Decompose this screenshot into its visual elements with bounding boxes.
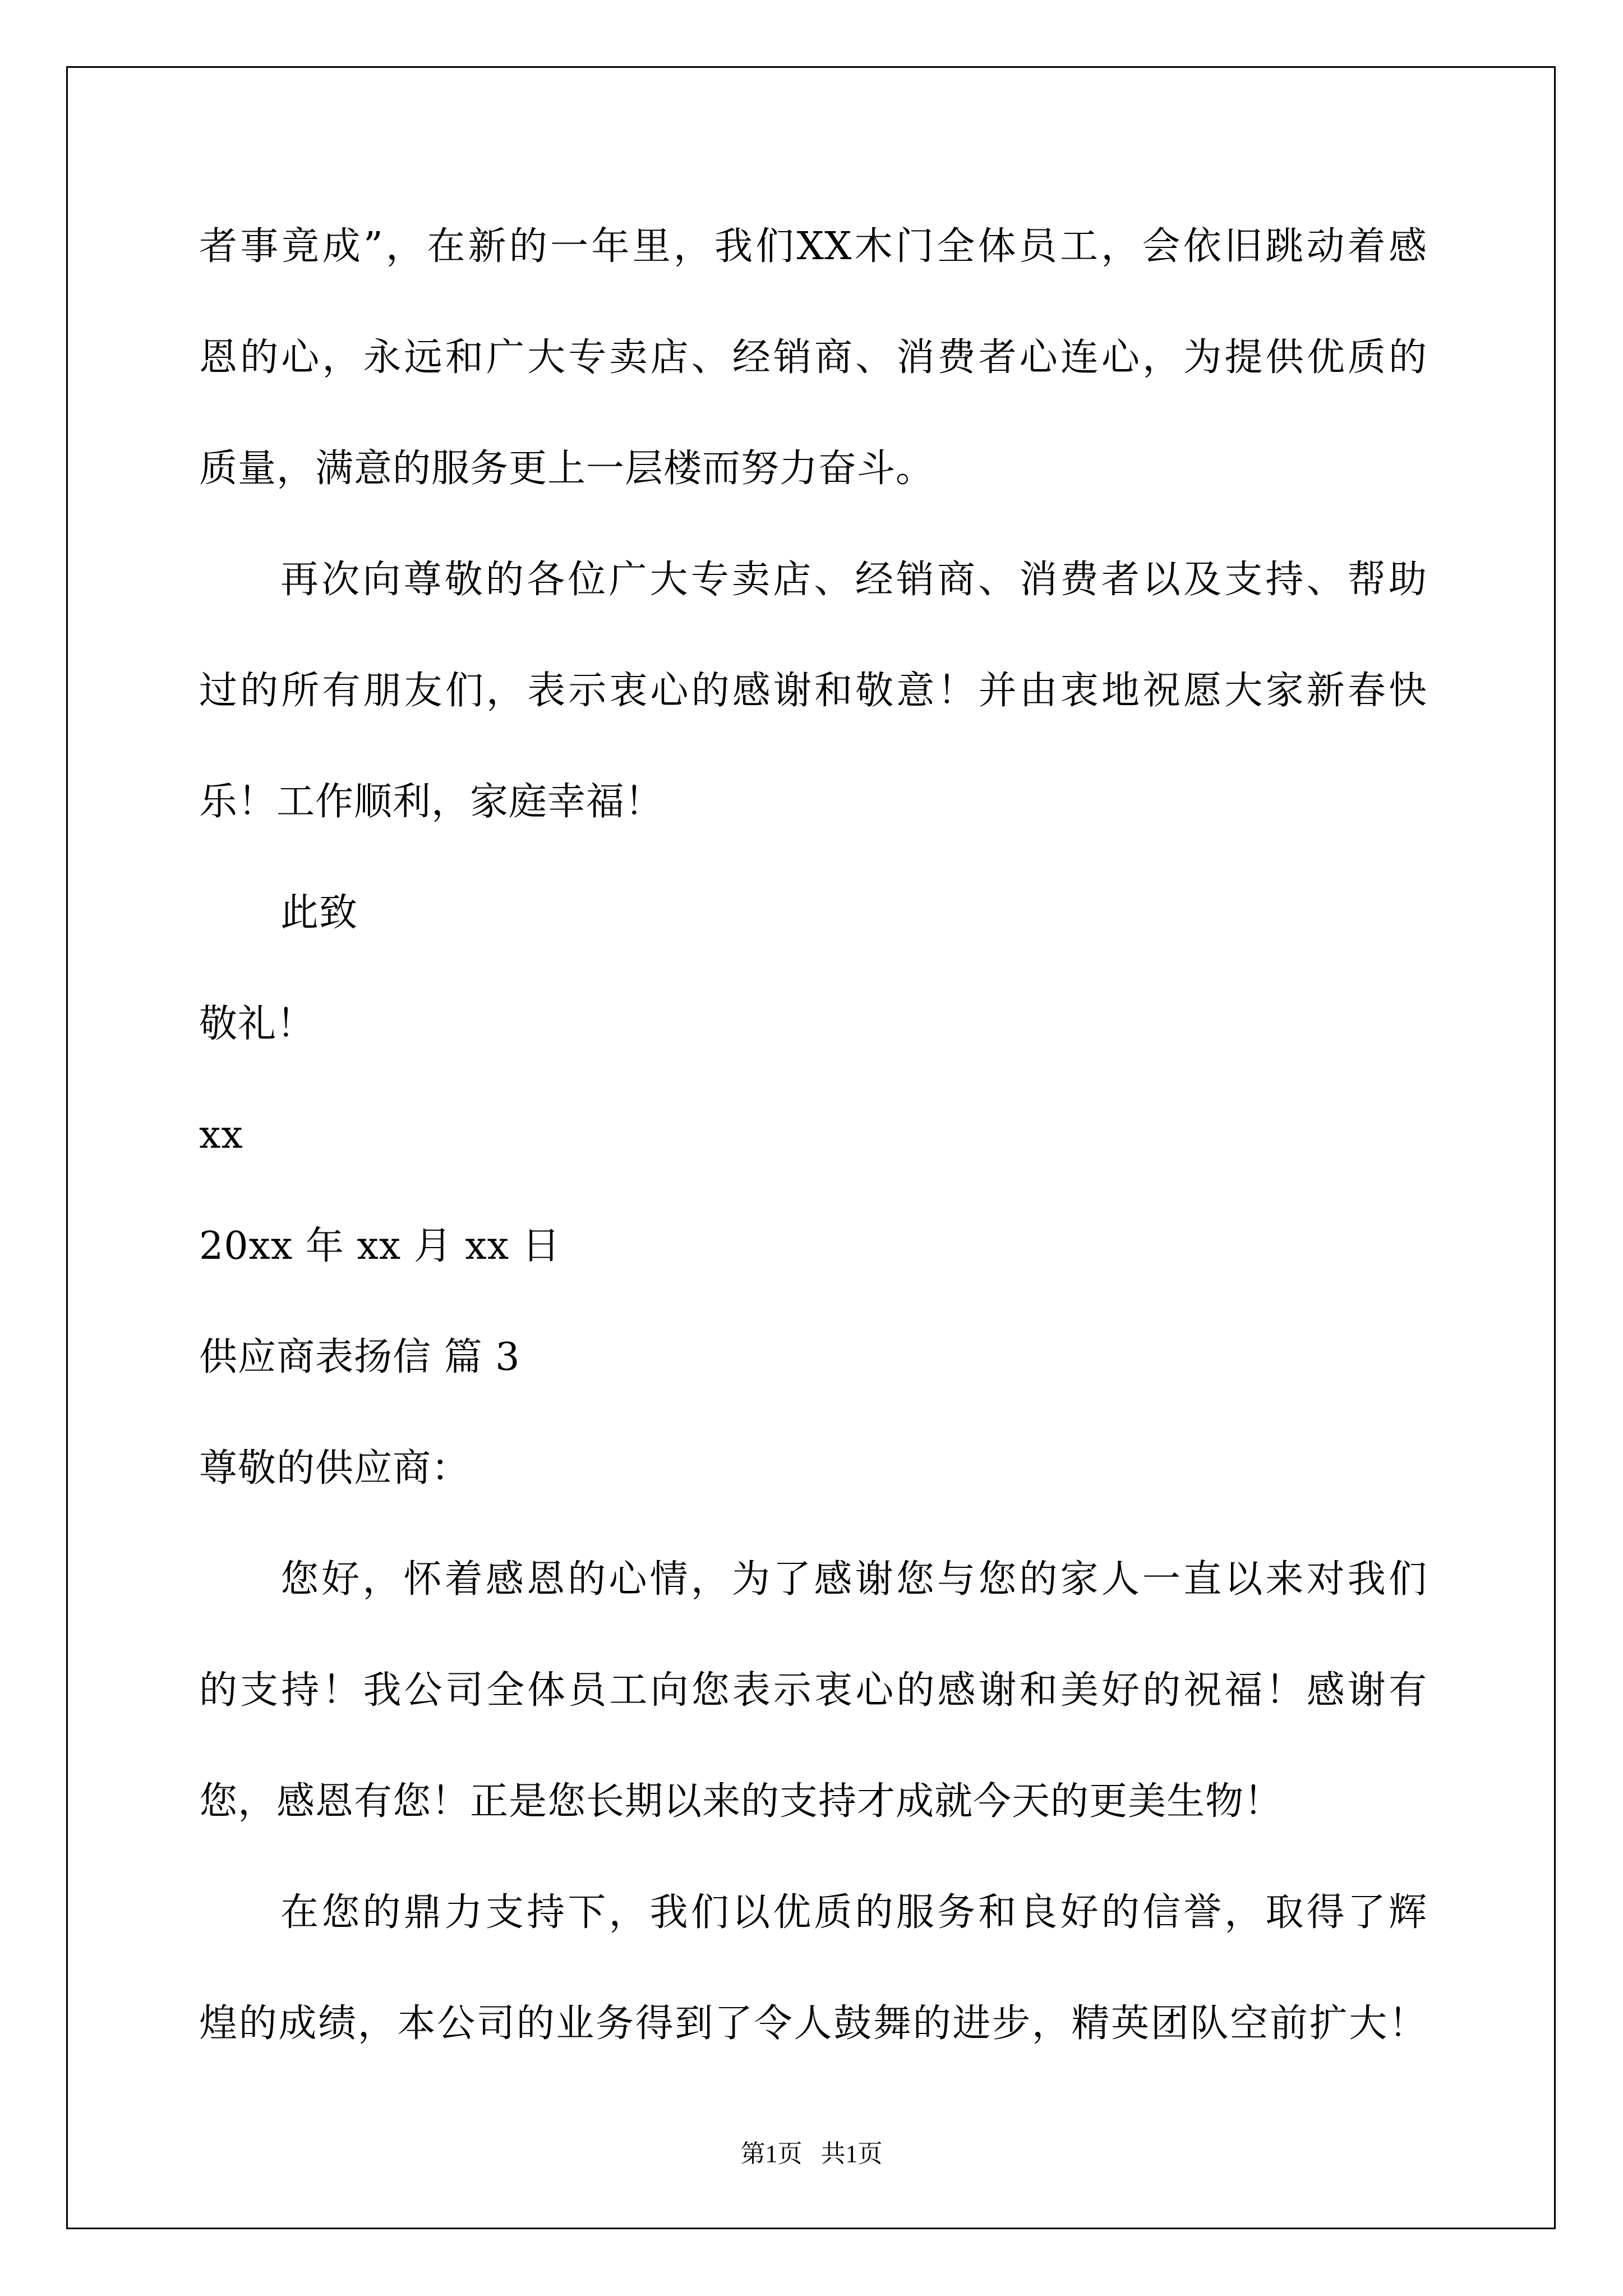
- paragraph-line: 再次向尊敬的各位广大专卖店、经销商、消费者以及支持、帮助: [280, 558, 1427, 602]
- paragraph-line: 乐！工作顺利，家庭幸福！: [199, 780, 664, 824]
- paragraph-line: 您好，怀着感恩的心情，为了感谢您与您的家人一直以来对我们: [280, 1557, 1427, 1602]
- paragraph-line: 质量，满意的服务更上一层楼而努力奋斗。: [199, 447, 935, 491]
- paragraph-line: 您，感恩有您！正是您长期以来的支持才成就今天的更美生物！: [199, 1779, 1283, 1824]
- section-title: 供应商表扬信 篇 3: [199, 1335, 520, 1379]
- paragraph-line: 煌的成绩，本公司的业务得到了令人鼓舞的进步，精英团队空前扩大！: [199, 2001, 1427, 2046]
- paragraph-line: 者事竟成”，在新的一年里，我们XX木门全体员工，会依旧跳动着感: [199, 224, 1427, 269]
- paragraph-line: 过的所有朋友们，表示衷心的感谢和敬意！并由衷地祝愿大家新春快: [199, 669, 1427, 713]
- paragraph-line: 恩的心，永远和广大专卖店、经销商、消费者心连心，为提供优质的: [199, 335, 1427, 380]
- letter-date: 20xx 年 xx 月 xx 日: [199, 1224, 561, 1268]
- paragraph-line: 的支持！我公司全体员工向您表示衷心的感谢和美好的祝福！感谢有: [199, 1668, 1427, 1713]
- letter-greeting: 尊敬的供应商：: [199, 1446, 471, 1490]
- page-footer: 第1页 共1页: [740, 2140, 883, 2168]
- closing-regards: 敬礼！: [199, 1002, 316, 1046]
- closing-salutation: 此致: [280, 891, 358, 935]
- signature-name: xx: [199, 1113, 243, 1157]
- paragraph-line: 在您的鼎力支持下，我们以优质的服务和良好的信誉，取得了辉: [280, 1890, 1427, 1935]
